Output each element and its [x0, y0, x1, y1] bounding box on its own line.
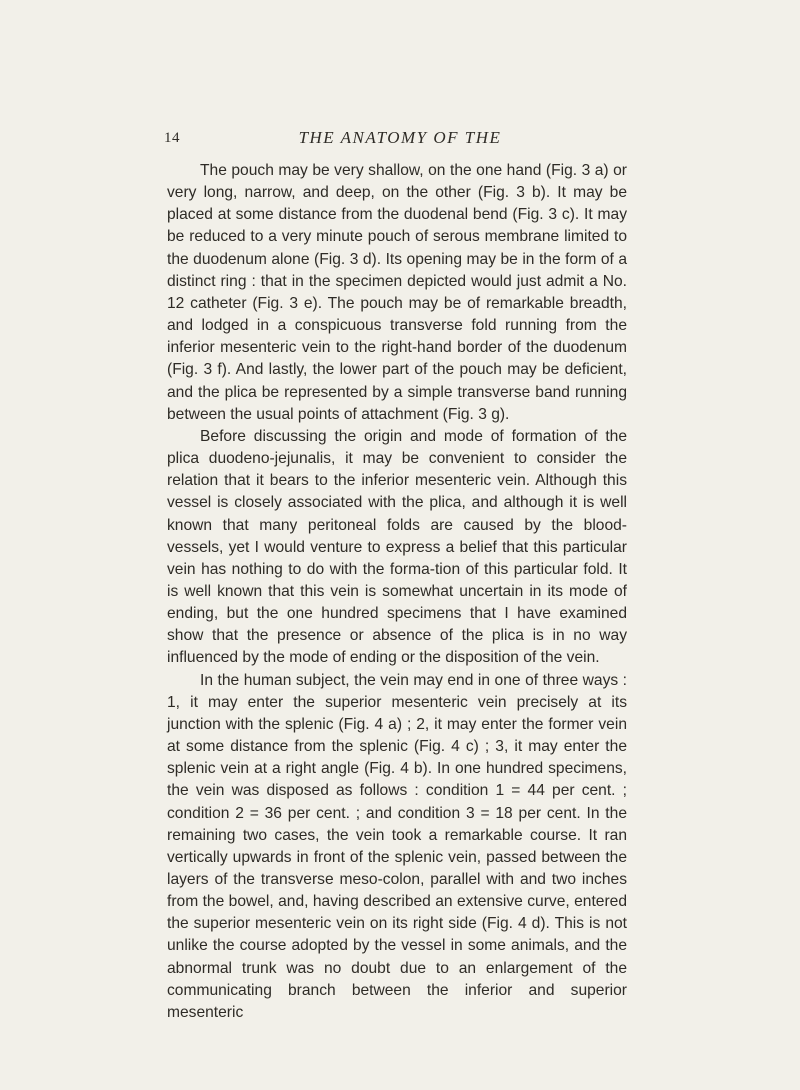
paragraph: The pouch may be very shallow, on the one hand (Fig. 3 a) or very long, narrow, and deep, on the other (Fig. 3 b). It may be placed at some distance from the duodenal bend (Fig. 3 c). It may be reduced to a very minute pouch of serous membrane limited to the duodenum alone (Fig. 3 d). Its opening may be in the form of a distinct ring : that in the specimen depicted would just admit a No. 12 catheter (Fig. 3 e). The pouch may be of remarkable breadth, and lodged in a conspicuous transverse fold running from the inferior mesenteric vein to the right-hand border of the duodenum (Fig. 3 f). And lastly, the lower part of the pouch may be deficient, and the plica be represented by a simple transverse band running between the usual points of attachment (Fig. 3 g). — [167, 162, 627, 423]
paragraph: Before discussing the origin and mode of formation of the plica duodeno-jejunalis, it may be convenient to consider the relation that it bears to the inferior mesenteric vein. Although this vessel is closely associated with the plica, and although it is well known that many peritoneal folds are caused by the blood-vessels, yet I would venture to express a belief that this particular vein has nothing to do with the forma-tion of this particular fold. It is well known that this vein is somewhat uncertain in its mode of ending, but the one hundred specimens that I have examined show that the presence or absence of the plica is in no way influenced by the mode of ending or the disposition of the vein. — [167, 427, 627, 667]
running-head: THE ANATOMY OF THE — [298, 128, 502, 147]
paragraph: In the human subject, the vein may end in one of three ways : 1, it may enter the superior mesenteric vein precisely at its junction with the splenic (Fig. 4 a) ; 2, it may enter the former vein at some distance from the splenic (Fig. 4 c) ; 3, it may enter the splenic vein at a right angle (Fig. 4 b). In one hundred specimens, the vein was disposed as follows : condition 1 = 44 per cent. ; condition 2 = 36 per cent. ; and condition 3 = 18 per cent. In the remaining two cases, the vein took a remarkable course. It ran vertically upwards in front of the splenic vein, passed between the layers of the transverse meso-colon, parallel with and two inches from the bowel, and, having described an extensive curve, entered the superior mesenteric vein on its right side (Fig. 4 d). This is not unlike the course adopted by the vessel in some animals, and the abnormal trunk was no doubt due to an enlargement of the communicating branch between the inferior and superior mesenteric — [167, 671, 627, 1021]
page-number: 14 — [164, 130, 180, 146]
page-header — [0, 128, 800, 154]
body-text — [167, 160, 627, 1024]
